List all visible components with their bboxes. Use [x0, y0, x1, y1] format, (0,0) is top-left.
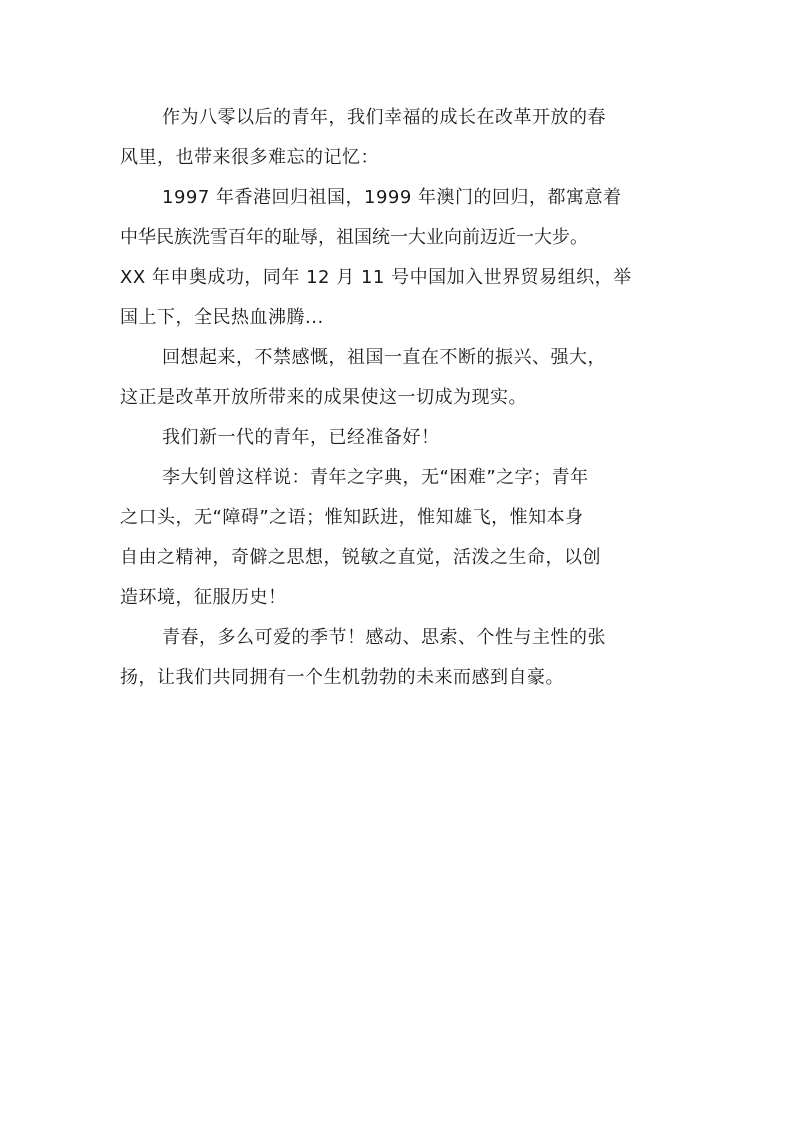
document-body [120, 98, 680, 698]
paragraph-6 [120, 618, 680, 698]
paragraph-line: 国上下，全民热血沸腾... [120, 307, 324, 328]
paragraph-line: 青春，多么可爱的季节！感动、思索、个性与主性的张 [162, 627, 606, 648]
paragraph-4 [120, 418, 680, 458]
paragraph-line: 自由之精神，奇僻之思想，锐敏之直觉，活泼之生命，以创 [120, 547, 601, 568]
paragraph-line: 中华民族洗雪百年的耻辱，祖国统一大业向前迈近一大步。 [120, 227, 588, 248]
paragraph-1 [120, 98, 680, 178]
paragraph-line: 造环境，征服历史！ [120, 587, 287, 608]
paragraph-line: 风里，也带来很多难忘的记忆： [120, 147, 379, 168]
paragraph-2 [120, 178, 680, 338]
paragraph-line: XX 年申奥成功，同年 12 月 11 号中国加入世界贸易组织，举 [120, 267, 632, 288]
paragraph-line: 李大钊曾这样说：青年之字典，无“困难”之字；青年 [162, 467, 589, 488]
paragraph-line: 这正是改革开放所带来的成果使这一切成为现实。 [120, 387, 527, 408]
paragraph-line: 回想起来，不禁感慨，祖国一直在不断的振兴、强大， [162, 347, 606, 368]
paragraph-line: 1997 年香港回归祖国，1999 年澳门的回归，都寓意着 [162, 187, 622, 208]
paragraph-line: 之口头，无“障碍”之语；惟知跃进，惟知雄飞，惟知本身 [120, 507, 584, 528]
paragraph-3 [120, 338, 680, 418]
paragraph-line: 扬，让我们共同拥有一个生机勃勃的未来而感到自豪。 [120, 667, 564, 688]
paragraph-line: 我们新一代的青年，已经准备好！ [162, 427, 440, 448]
paragraph-5 [120, 458, 680, 618]
paragraph-line: 作为八零以后的青年，我们幸福的成长在改革开放的春 [162, 107, 606, 128]
